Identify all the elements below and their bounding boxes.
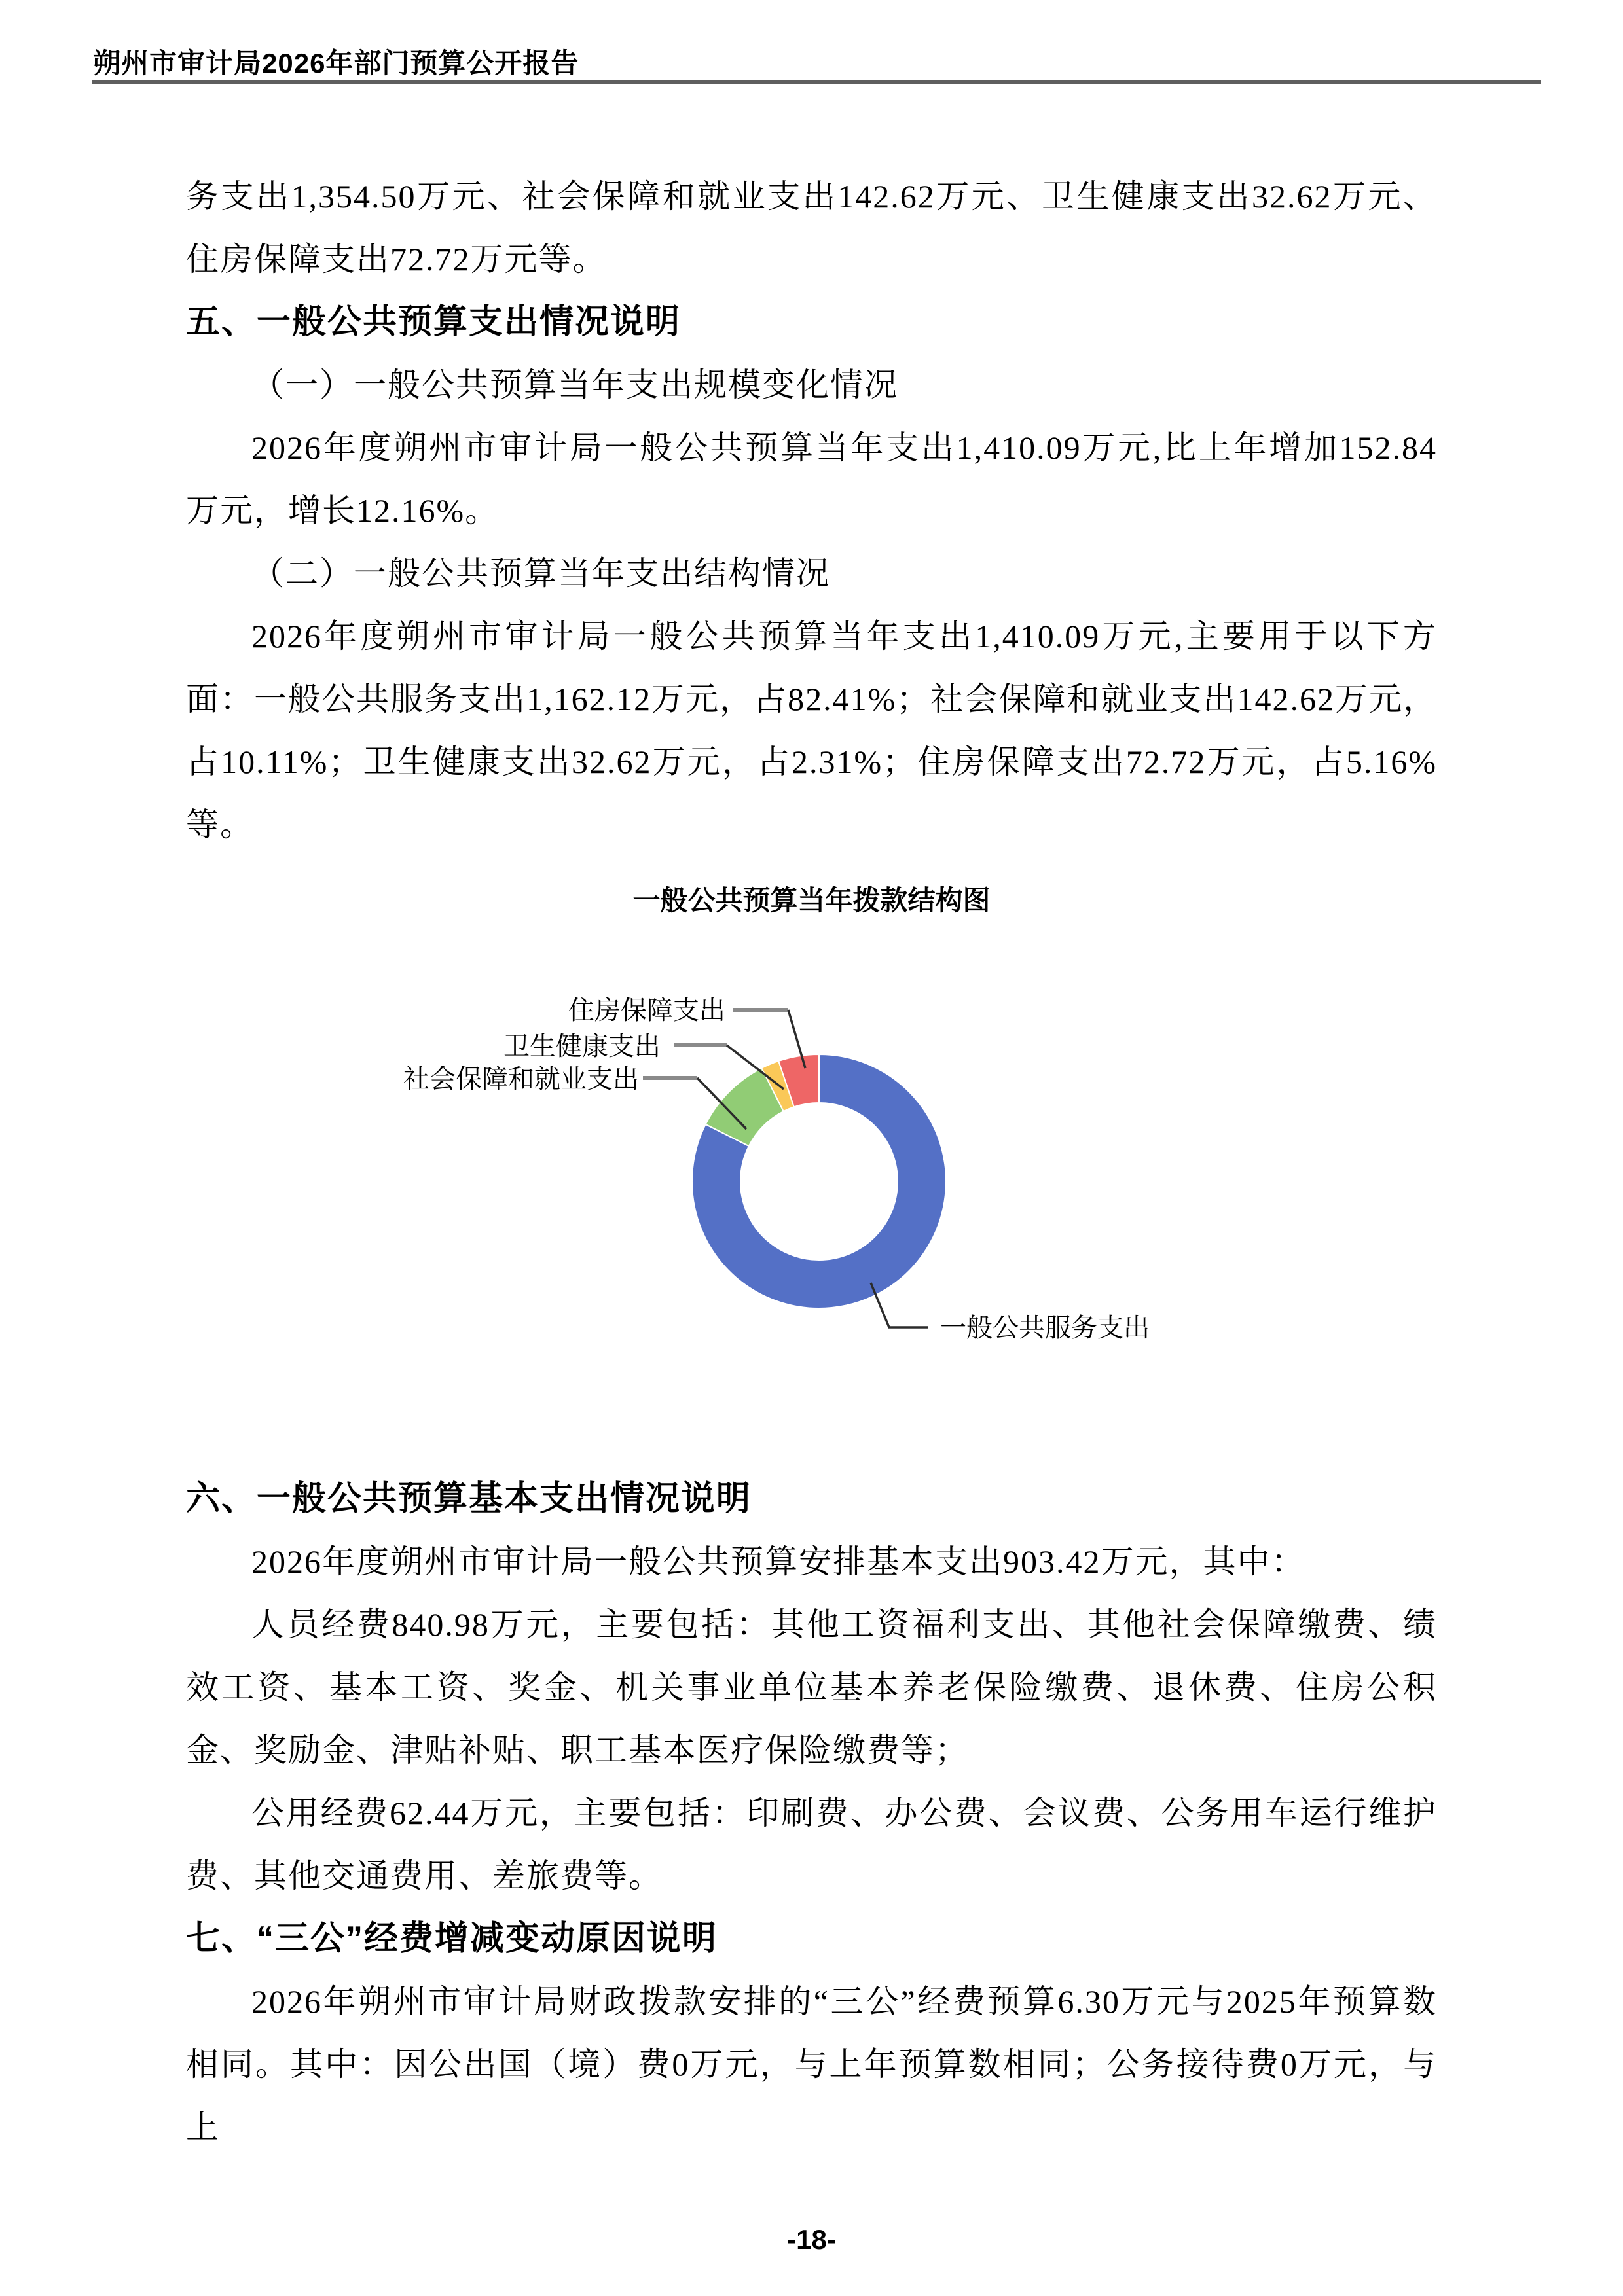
- header-rule: [92, 80, 1541, 84]
- page-number: -18-: [787, 2224, 836, 2255]
- sub-heading-5-1: （一）一般公共预算当年支出规模变化情况: [251, 367, 898, 403]
- page-header-title: 朔州市审计局2026年部门预算公开报告: [93, 48, 579, 79]
- donut-chart: [186, 932, 1437, 1427]
- chart-label-general: 一般公共服务支出: [940, 1314, 1150, 1342]
- chart-label-social: 社会保障和就业支出: [403, 1065, 639, 1094]
- chart-label-housing: 住房保障支出: [568, 996, 725, 1025]
- chart-title: 一般公共预算当年拨款结构图: [632, 885, 991, 916]
- paragraph-6-1: 2026年度朔州市审计局一般公共预算安排基本支出903.42万元，其中：: [251, 1543, 1305, 1580]
- section-heading-6: 六、一般公共预算基本支出情况说明: [186, 1480, 752, 1518]
- chart-label-health: 卫生健康支出: [503, 1032, 661, 1061]
- sub-heading-5-2: （二）一般公共预算当年支出结构情况: [251, 555, 830, 592]
- paragraph-carryover: 务支出1,354.50万元、社会保障和就业支出142.62万元、卫生健康支出32.62万元、住房保障支出72.72万元等。: [186, 178, 1437, 278]
- section-heading-7: 七、“三公”经费增减变动原因说明: [186, 1920, 718, 1958]
- section-heading-5: 五、一般公共预算支出情况说明: [186, 303, 682, 341]
- paragraph-5-1: 2026年度朔州市审计局一般公共预算当年支出1,410.09万元,比上年增加152.84万元，增长12.16%。: [186, 429, 1437, 529]
- donut-ring: [692, 1054, 946, 1308]
- paragraph-6-2: 人员经费840.98万元，主要包括：其他工资福利支出、其他社会保障缴费、绩效工资、基本工资、奖金、机关事业单位基本养老保险缴费、退休费、住房公积金、奖励金、津贴补贴、职工基本医疗保险缴费等；: [186, 1606, 1437, 1768]
- paragraph-5-2: 2026年度朔州市审计局一般公共预算当年支出1,410.09万元,主要用于以下方面：一般公共服务支出1,162.12万元，占82.41%；社会保障和就业支出142.62万元，占10.11%；卫生健康支出32.62万元，占2.31%；住房保障支出72.72万元，占5.16%等。: [186, 618, 1437, 843]
- paragraph-6-3: 公用经费62.44万元，主要包括：印刷费、办公费、会议费、公务用车运行维护费、其他交通费用、差旅费等。: [186, 1795, 1437, 1894]
- paragraph-7-1: 2026年朔州市审计局财政拨款安排的“三公”经费预算6.30万元与2025年预算数相同。其中：因公出国（境）费0万元，与上年预算数相同；公务接待费0万元，与上: [186, 1983, 1437, 2145]
